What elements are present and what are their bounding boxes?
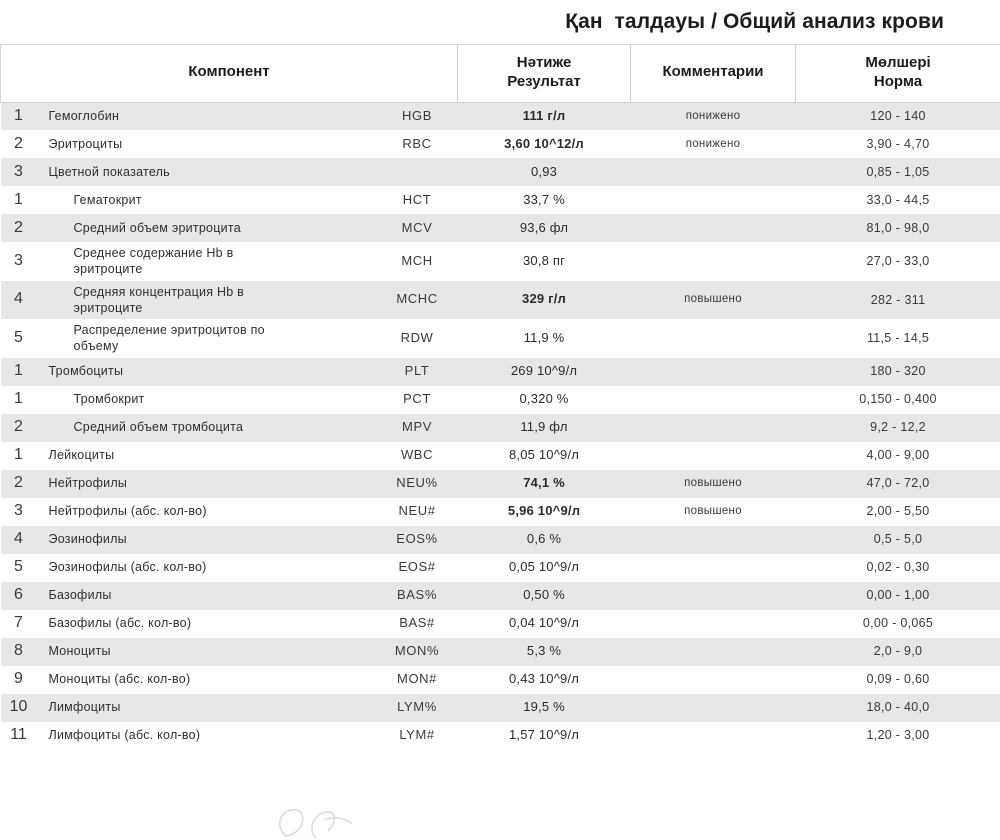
result-value: 30,8 пг <box>458 242 631 281</box>
component-abbreviation: EOS% <box>377 526 458 554</box>
reference-range: 282 - 311 <box>796 281 1000 320</box>
result-comment <box>631 442 796 470</box>
result-value: 5,96 10^9/л <box>458 498 631 526</box>
table-row <box>1 498 1000 526</box>
table-row <box>1 214 1000 242</box>
result-value: 19,5 % <box>458 694 631 722</box>
component-name <box>37 386 377 414</box>
row-index: 3 <box>1 242 37 281</box>
signature-mark <box>272 806 452 840</box>
row-index: 3 <box>1 158 37 186</box>
row-index: 1 <box>1 102 37 130</box>
table-row <box>1 281 1000 320</box>
table-row <box>1 638 1000 666</box>
reference-range: 1,20 - 3,00 <box>796 722 1000 750</box>
component-name <box>37 442 377 470</box>
column-header-norm-ru: Норма <box>796 73 1000 92</box>
component-name-line1: Гематокрит <box>74 192 377 208</box>
column-header-result-ru: Результат <box>458 73 630 92</box>
result-value: 1,57 10^9/л <box>458 722 631 750</box>
table-body <box>1 102 1000 750</box>
reference-range: 11,5 - 14,5 <box>796 319 1000 358</box>
row-index: 3 <box>1 498 37 526</box>
component-abbreviation: MCV <box>377 214 458 242</box>
result-value: 329 г/л <box>458 281 631 320</box>
component-name <box>37 214 377 242</box>
component-name-line2: эритроците <box>74 261 377 277</box>
result-comment <box>631 242 796 281</box>
component-abbreviation: RDW <box>377 319 458 358</box>
component-abbreviation: PLT <box>377 358 458 386</box>
column-header-norm-kk: Мөлшері <box>796 54 1000 73</box>
column-header-norm <box>796 45 1000 103</box>
reference-range: 0,85 - 1,05 <box>796 158 1000 186</box>
component-name-line1: Эозинофилы <box>49 531 377 547</box>
result-value: 0,04 10^9/л <box>458 610 631 638</box>
row-index: 9 <box>1 666 37 694</box>
component-name-line1: Распределение эритроцитов по <box>74 322 377 338</box>
component-abbreviation: LYM% <box>377 694 458 722</box>
row-index: 4 <box>1 281 37 320</box>
component-name <box>37 102 377 130</box>
result-value: 11,9 % <box>458 319 631 358</box>
result-comment: повышено <box>631 498 796 526</box>
result-value: 33,7 % <box>458 186 631 214</box>
page-title: Қан талдауы / Общий анализ крови <box>565 10 944 34</box>
result-value: 111 г/л <box>458 102 631 130</box>
title-bar <box>0 0 1000 44</box>
reference-range: 18,0 - 40,0 <box>796 694 1000 722</box>
reference-range: 3,90 - 4,70 <box>796 130 1000 158</box>
result-value: 0,05 10^9/л <box>458 554 631 582</box>
component-name <box>37 130 377 158</box>
reference-range: 0,150 - 0,400 <box>796 386 1000 414</box>
component-name <box>37 158 377 186</box>
result-comment: повышено <box>631 281 796 320</box>
component-abbreviation: BAS% <box>377 582 458 610</box>
component-name-line1: Базофилы <box>49 587 377 603</box>
component-name-line1: Эритроциты <box>49 136 377 152</box>
table-row <box>1 319 1000 358</box>
component-abbreviation: MCHC <box>377 281 458 320</box>
reference-range: 4,00 - 9,00 <box>796 442 1000 470</box>
component-name-line1: Тромбоциты <box>49 363 377 379</box>
result-comment: повышено <box>631 470 796 498</box>
component-name <box>37 694 377 722</box>
blood-test-table <box>0 44 1000 750</box>
component-abbreviation: HCT <box>377 186 458 214</box>
component-abbreviation: MPV <box>377 414 458 442</box>
table-row <box>1 666 1000 694</box>
table-row <box>1 554 1000 582</box>
component-name-line2: объему <box>74 338 377 354</box>
component-abbreviation <box>377 158 458 186</box>
table-row <box>1 442 1000 470</box>
component-name-line1: Цветной показатель <box>49 164 377 180</box>
table-row <box>1 130 1000 158</box>
row-index: 5 <box>1 554 37 582</box>
result-value: 93,6 фл <box>458 214 631 242</box>
component-abbreviation: EOS# <box>377 554 458 582</box>
result-comment <box>631 414 796 442</box>
result-comment <box>631 386 796 414</box>
result-comment <box>631 582 796 610</box>
reference-range: 2,0 - 9,0 <box>796 638 1000 666</box>
component-abbreviation: MON% <box>377 638 458 666</box>
row-index: 10 <box>1 694 37 722</box>
result-value: 269 10^9/л <box>458 358 631 386</box>
result-value: 74,1 % <box>458 470 631 498</box>
reference-range: 0,09 - 0,60 <box>796 666 1000 694</box>
reference-range: 2,00 - 5,50 <box>796 498 1000 526</box>
table-row <box>1 186 1000 214</box>
component-abbreviation: NEU% <box>377 470 458 498</box>
result-value: 3,60 10^12/л <box>458 130 631 158</box>
column-header-comment: Комментарии <box>631 45 796 103</box>
component-name-line1: Нейтрофилы <box>49 475 377 491</box>
component-name <box>37 319 377 358</box>
result-comment: понижено <box>631 130 796 158</box>
component-abbreviation: MCH <box>377 242 458 281</box>
component-name-line1: Базофилы (абс. кол-во) <box>49 615 377 631</box>
row-index: 4 <box>1 526 37 554</box>
result-comment <box>631 214 796 242</box>
component-name <box>37 582 377 610</box>
table-row <box>1 102 1000 130</box>
table-row <box>1 358 1000 386</box>
row-index: 5 <box>1 319 37 358</box>
table-row <box>1 722 1000 750</box>
reference-range: 9,2 - 12,2 <box>796 414 1000 442</box>
component-name-line1: Тромбокрит <box>74 391 377 407</box>
row-index: 2 <box>1 214 37 242</box>
result-comment <box>631 358 796 386</box>
column-header-component: Компонент <box>1 45 458 103</box>
reference-range: 120 - 140 <box>796 102 1000 130</box>
component-name <box>37 358 377 386</box>
row-index: 1 <box>1 358 37 386</box>
row-index: 7 <box>1 610 37 638</box>
reference-range: 0,00 - 1,00 <box>796 582 1000 610</box>
result-comment <box>631 638 796 666</box>
component-abbreviation: WBC <box>377 442 458 470</box>
component-name <box>37 638 377 666</box>
row-index: 1 <box>1 186 37 214</box>
table-row <box>1 694 1000 722</box>
table-row <box>1 386 1000 414</box>
row-index: 6 <box>1 582 37 610</box>
row-index: 2 <box>1 414 37 442</box>
component-name <box>37 242 377 281</box>
component-abbreviation: RBC <box>377 130 458 158</box>
table-row <box>1 582 1000 610</box>
result-comment <box>631 554 796 582</box>
column-header-result-kk: Нәтиже <box>458 54 630 73</box>
component-name-line1: Гемоглобин <box>49 108 377 124</box>
result-comment <box>631 610 796 638</box>
result-comment <box>631 186 796 214</box>
component-name <box>37 186 377 214</box>
row-index: 1 <box>1 442 37 470</box>
component-abbreviation: NEU# <box>377 498 458 526</box>
component-name <box>37 554 377 582</box>
result-comment <box>631 319 796 358</box>
row-index: 2 <box>1 470 37 498</box>
component-name <box>37 414 377 442</box>
result-comment <box>631 158 796 186</box>
component-name-line1: Лейкоциты <box>49 447 377 463</box>
result-value: 0,43 10^9/л <box>458 666 631 694</box>
component-name <box>37 470 377 498</box>
result-comment <box>631 526 796 554</box>
table-row <box>1 158 1000 186</box>
component-name-line2: эритроците <box>74 300 377 316</box>
result-value: 0,320 % <box>458 386 631 414</box>
result-value: 5,3 % <box>458 638 631 666</box>
result-comment: понижено <box>631 102 796 130</box>
reference-range: 27,0 - 33,0 <box>796 242 1000 281</box>
row-index: 8 <box>1 638 37 666</box>
result-value: 0,6 % <box>458 526 631 554</box>
reference-range: 180 - 320 <box>796 358 1000 386</box>
row-index: 1 <box>1 386 37 414</box>
component-name-line1: Лимфоциты (абс. кол-во) <box>49 727 377 743</box>
result-comment <box>631 694 796 722</box>
result-value: 11,9 фл <box>458 414 631 442</box>
reference-range: 81,0 - 98,0 <box>796 214 1000 242</box>
column-header-result <box>458 45 631 103</box>
reference-range: 0,5 - 5,0 <box>796 526 1000 554</box>
component-abbreviation: BAS# <box>377 610 458 638</box>
component-name <box>37 722 377 750</box>
reference-range: 33,0 - 44,5 <box>796 186 1000 214</box>
component-abbreviation: MON# <box>377 666 458 694</box>
component-abbreviation: PCT <box>377 386 458 414</box>
reference-range: 0,02 - 0,30 <box>796 554 1000 582</box>
component-name-line1: Средний объем эритроцита <box>74 220 377 236</box>
table-row <box>1 414 1000 442</box>
result-comment <box>631 666 796 694</box>
table-row <box>1 526 1000 554</box>
component-abbreviation: LYM# <box>377 722 458 750</box>
component-name <box>37 498 377 526</box>
component-name-line1: Среднее содержание Hb в <box>74 245 377 261</box>
reference-range: 0,00 - 0,065 <box>796 610 1000 638</box>
component-name-line1: Моноциты <box>49 643 377 659</box>
table-row <box>1 242 1000 281</box>
component-name <box>37 610 377 638</box>
result-value: 0,50 % <box>458 582 631 610</box>
component-abbreviation: HGB <box>377 102 458 130</box>
result-comment <box>631 722 796 750</box>
result-value: 8,05 10^9/л <box>458 442 631 470</box>
table-row <box>1 470 1000 498</box>
table-header <box>1 45 1000 103</box>
result-value: 0,93 <box>458 158 631 186</box>
header-row <box>1 45 1000 103</box>
row-index: 11 <box>1 722 37 750</box>
row-index: 2 <box>1 130 37 158</box>
component-name-line1: Лимфоциты <box>49 699 377 715</box>
component-name <box>37 666 377 694</box>
reference-range: 47,0 - 72,0 <box>796 470 1000 498</box>
component-name-line1: Средний объем тромбоцита <box>74 419 377 435</box>
component-name-line1: Эозинофилы (абс. кол-во) <box>49 559 377 575</box>
table-row <box>1 610 1000 638</box>
component-name-line1: Моноциты (абс. кол-во) <box>49 671 377 687</box>
component-name <box>37 526 377 554</box>
component-name-line1: Нейтрофилы (абс. кол-во) <box>49 503 377 519</box>
component-name <box>37 281 377 320</box>
component-name-line1: Средняя концентрация Hb в <box>74 284 377 300</box>
